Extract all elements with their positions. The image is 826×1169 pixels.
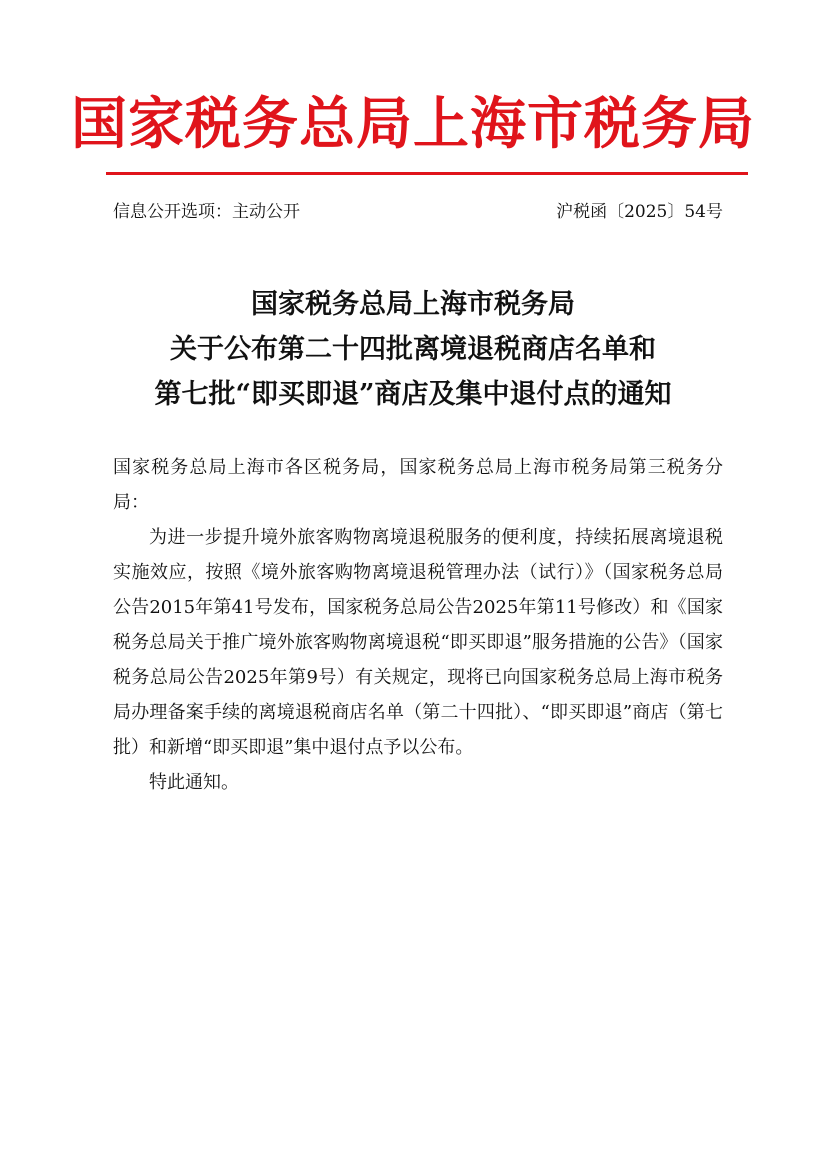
body-paragraph-main: 为进一步提升境外旅客购物离境退税服务的便利度，持续拓展离境退税实施效应，按照《境外旅客购物离境退税管理办法（试行）》（国家税务总局公告2015年第41号发布，国家税务总局公告2025年第11号修改）和《国家税务总局关于推广境外旅客购物离境退税“即买即退”服务措施的公告》（国家税务总局公告2025年第9号）有关规定，现将已向国家税务总局上海市税务局办理备案手续的离境退税商店名单（第二十四批）、“即买即退”商店（第七批）和新增“即买即退”集中退付点予以公布。	[113, 527, 723, 758]
title-line-3: 第七批“即买即退”商店及集中退付点的通知	[154, 379, 672, 410]
closing-line: 特此通知。	[149, 772, 239, 793]
disclosure-option: 信息公开选项：主动公开	[113, 202, 300, 222]
masthead-red-rule	[106, 172, 748, 175]
document-body	[113, 450, 723, 800]
document-meta-row	[113, 198, 723, 226]
salutation: 国家税务总局上海市各区税务局，国家税务总局上海市税务局第三税务分局：	[113, 457, 723, 513]
title-line-1: 国家税务总局上海市税务局	[251, 289, 575, 320]
masthead-org-title: 国家税务总局上海市税务局	[71, 91, 755, 157]
document-number: 沪税函〔2025〕54号	[556, 202, 723, 222]
title-line-2: 关于公布第二十四批离境退税商店名单和	[170, 334, 656, 365]
document-title	[0, 282, 826, 417]
